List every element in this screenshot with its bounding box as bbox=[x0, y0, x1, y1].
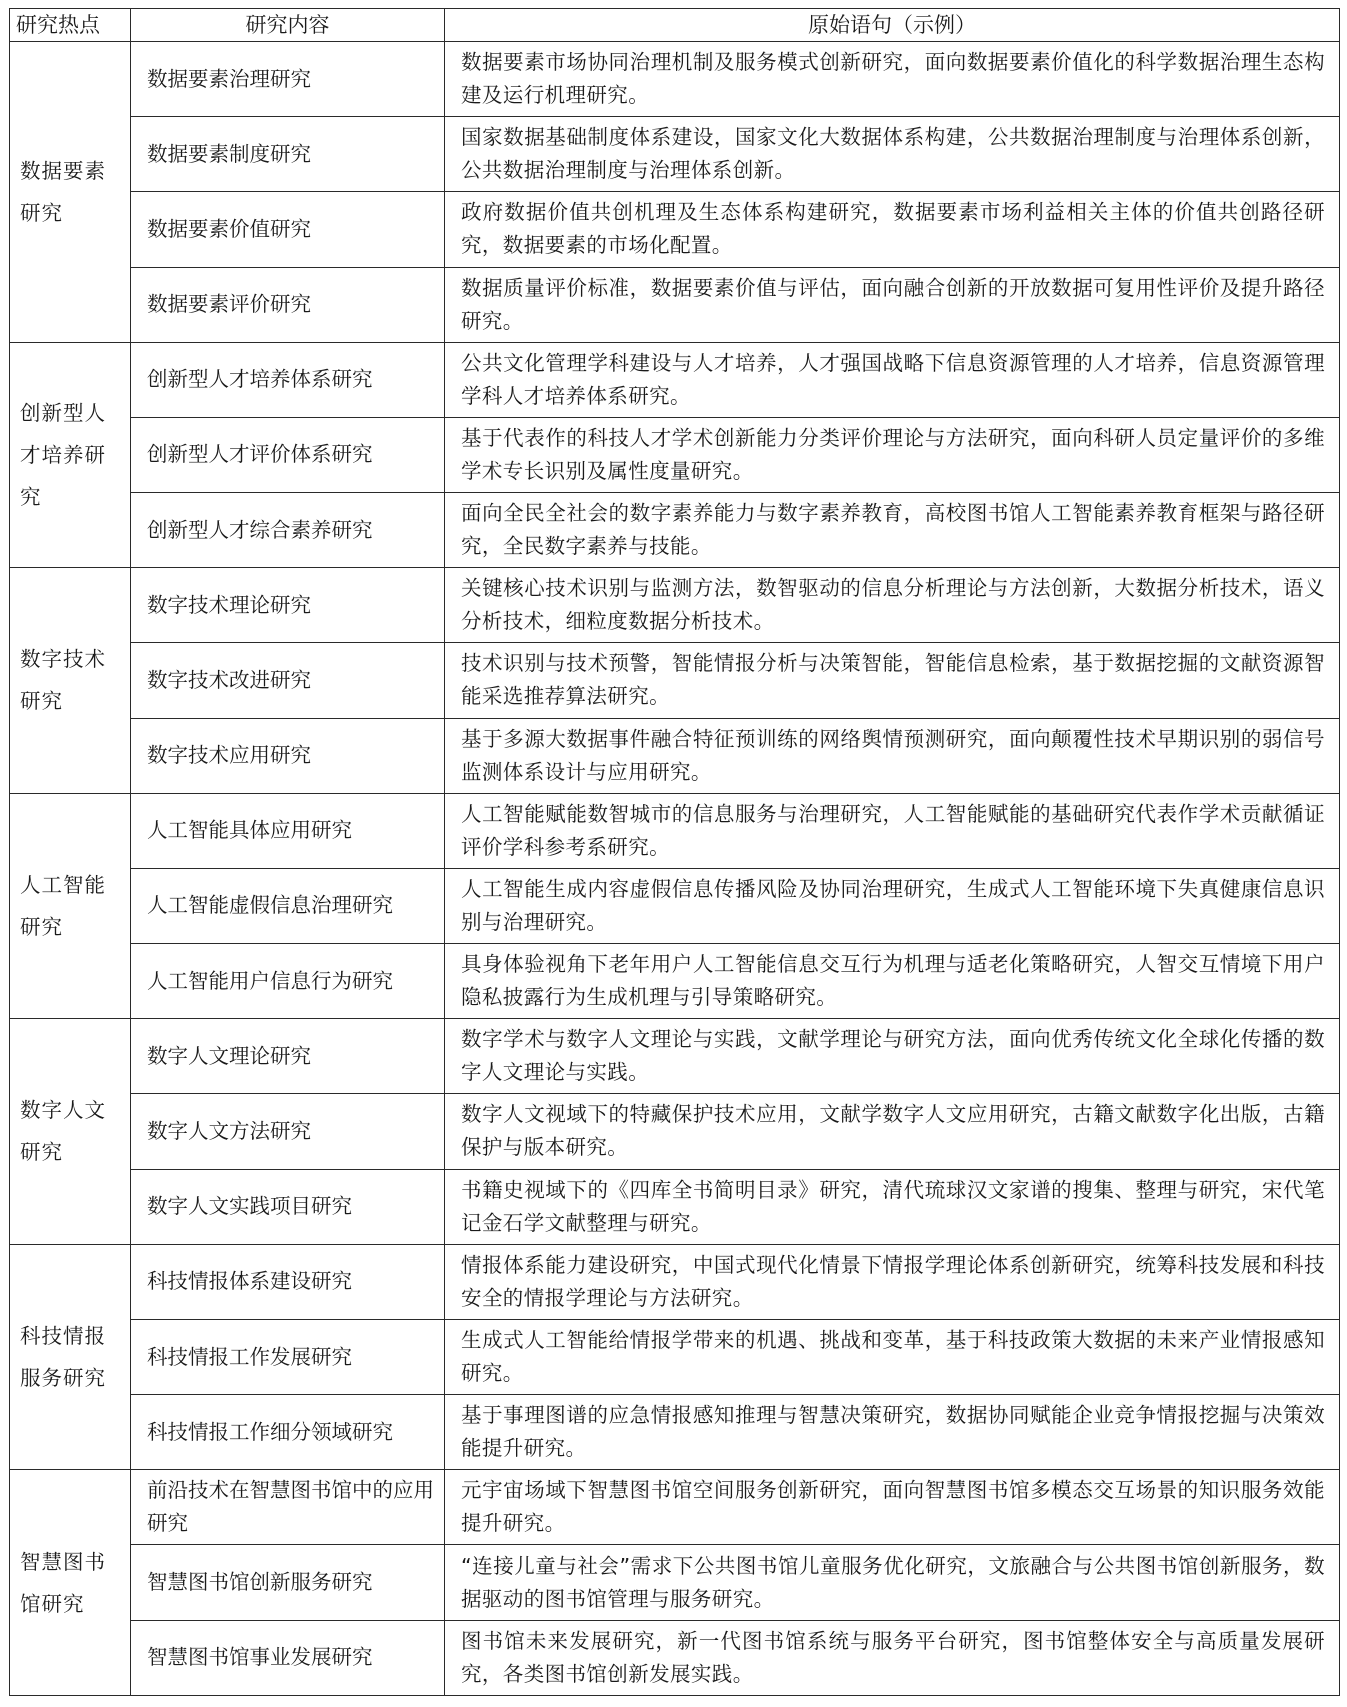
header-hotspot: 研究热点 bbox=[10, 9, 131, 42]
hotspot-cell: 科技情报服务研究 bbox=[10, 1244, 131, 1470]
topic-cell: 科技情报工作发展研究 bbox=[131, 1319, 445, 1394]
table-row bbox=[10, 1019, 1340, 1094]
topic-cell: 前沿技术在智慧图书馆中的应用研究 bbox=[131, 1470, 445, 1545]
header-row bbox=[10, 9, 1340, 42]
topic-cell: 人工智能用户信息行为研究 bbox=[131, 944, 445, 1019]
table-row bbox=[10, 1094, 1340, 1169]
table-row bbox=[10, 117, 1340, 192]
sentence-cell: 基于事理图谱的应急情报感知推理与智慧决策研究，数据协同赋能企业竞争情报挖掘与决策效能提升研究。 bbox=[445, 1395, 1340, 1470]
sentence-cell: 具身体验视角下老年用户人工智能信息交互行为机理与适老化策略研究，人智交互情境下用户隐私披露行为生成机理与引导策略研究。 bbox=[445, 944, 1340, 1019]
topic-cell: 数字技术应用研究 bbox=[131, 718, 445, 793]
topic-cell: 数据要素治理研究 bbox=[131, 42, 445, 117]
sentence-cell: 技术识别与技术预警，智能情报分析与决策智能，智能信息检索，基于数据挖掘的文献资源智能采选推荐算法研究。 bbox=[445, 643, 1340, 718]
hotspot-cell: 智慧图书馆研究 bbox=[10, 1470, 131, 1696]
topic-cell: 数据要素制度研究 bbox=[131, 117, 445, 192]
table-row bbox=[10, 944, 1340, 1019]
table-row bbox=[10, 493, 1340, 568]
table-row bbox=[10, 868, 1340, 943]
topic-cell: 智慧图书馆创新服务研究 bbox=[131, 1545, 445, 1620]
sentence-cell: 基于代表作的科技人才学术创新能力分类评价理论与方法研究，面向科研人员定量评价的多维学术专长识别及属性度量研究。 bbox=[445, 417, 1340, 492]
table-row bbox=[10, 1395, 1340, 1470]
sentence-cell: 数据要素市场协同治理机制及服务模式创新研究，面向数据要素价值化的科学数据治理生态构建及运行机理研究。 bbox=[445, 42, 1340, 117]
table-row bbox=[10, 1470, 1340, 1545]
table-row bbox=[10, 568, 1340, 643]
topic-cell: 创新型人才培养体系研究 bbox=[131, 342, 445, 417]
table-row bbox=[10, 417, 1340, 492]
table-row bbox=[10, 718, 1340, 793]
topic-cell: 人工智能具体应用研究 bbox=[131, 793, 445, 868]
table-row bbox=[10, 42, 1340, 117]
sentence-cell: 政府数据价值共创机理及生态体系构建研究，数据要素市场利益相关主体的价值共创路径研究，数据要素的市场化配置。 bbox=[445, 192, 1340, 267]
sentence-cell: 人工智能赋能数智城市的信息服务与治理研究，人工智能赋能的基础研究代表作学术贡献循证评价学科参考系研究。 bbox=[445, 793, 1340, 868]
topic-cell: 数据要素评价研究 bbox=[131, 267, 445, 342]
sentence-cell: 数据质量评价标准，数据要素价值与评估，面向融合创新的开放数据可复用性评价及提升路径研究。 bbox=[445, 267, 1340, 342]
table-row bbox=[10, 192, 1340, 267]
topic-cell: 数字人文实践项目研究 bbox=[131, 1169, 445, 1244]
sentence-cell: 关键核心技术识别与监测方法，数智驱动的信息分析理论与方法创新，大数据分析技术，语义分析技术，细粒度数据分析技术。 bbox=[445, 568, 1340, 643]
topic-cell: 数字人文理论研究 bbox=[131, 1019, 445, 1094]
table-row bbox=[10, 643, 1340, 718]
table-row bbox=[10, 1244, 1340, 1319]
sentence-cell: 数字学术与数字人文理论与实践，文献学理论与研究方法，面向优秀传统文化全球化传播的数字人文理论与实践。 bbox=[445, 1019, 1340, 1094]
sentence-cell: 国家数据基础制度体系建设，国家文化大数据体系构建，公共数据治理制度与治理体系创新，公共数据治理制度与治理体系创新。 bbox=[445, 117, 1340, 192]
topic-cell: 数字技术改进研究 bbox=[131, 643, 445, 718]
sentence-cell: 图书馆未来发展研究，新一代图书馆系统与服务平台研究，图书馆整体安全与高质量发展研究，各类图书馆创新发展实践。 bbox=[445, 1620, 1340, 1695]
sentence-cell: 公共文化管理学科建设与人才培养，人才强国战略下信息资源管理的人才培养，信息资源管理学科人才培养体系研究。 bbox=[445, 342, 1340, 417]
table-row bbox=[10, 267, 1340, 342]
sentence-cell: 面向全民全社会的数字素养能力与数字素养教育，高校图书馆人工智能素养教育框架与路径研究，全民数字素养与技能。 bbox=[445, 493, 1340, 568]
topic-cell: 数据要素价值研究 bbox=[131, 192, 445, 267]
research-hotspot-table bbox=[9, 8, 1340, 1696]
topic-cell: 智慧图书馆事业发展研究 bbox=[131, 1620, 445, 1695]
table-row bbox=[10, 342, 1340, 417]
table-row bbox=[10, 1319, 1340, 1394]
sentence-cell: 情报体系能力建设研究，中国式现代化情景下情报学理论体系创新研究，统筹科技发展和科技安全的情报学理论与方法研究。 bbox=[445, 1244, 1340, 1319]
hotspot-cell: 数字人文研究 bbox=[10, 1019, 131, 1245]
sentence-cell: 生成式人工智能给情报学带来的机遇、挑战和变革，基于科技政策大数据的未来产业情报感知研究。 bbox=[445, 1319, 1340, 1394]
header-content: 研究内容 bbox=[131, 9, 445, 42]
table-row bbox=[10, 793, 1340, 868]
hotspot-cell: 创新型人才培养研究 bbox=[10, 342, 131, 568]
table-row bbox=[10, 1169, 1340, 1244]
topic-cell: 科技情报体系建设研究 bbox=[131, 1244, 445, 1319]
topic-cell: 创新型人才综合素养研究 bbox=[131, 493, 445, 568]
hotspot-cell: 数字技术研究 bbox=[10, 568, 131, 794]
header-sentence: 原始语句（示例） bbox=[445, 9, 1340, 42]
table-row bbox=[10, 1620, 1340, 1695]
sentence-cell: 元宇宙场域下智慧图书馆空间服务创新研究，面向智慧图书馆多模态交互场景的知识服务效能提升研究。 bbox=[445, 1470, 1340, 1545]
topic-cell: 创新型人才评价体系研究 bbox=[131, 417, 445, 492]
sentence-cell: 人工智能生成内容虚假信息传播风险及协同治理研究，生成式人工智能环境下失真健康信息识别与治理研究。 bbox=[445, 868, 1340, 943]
topic-cell: 数字人文方法研究 bbox=[131, 1094, 445, 1169]
sentence-cell: 基于多源大数据事件融合特征预训练的网络舆情预测研究，面向颠覆性技术早期识别的弱信号监测体系设计与应用研究。 bbox=[445, 718, 1340, 793]
table-row bbox=[10, 1545, 1340, 1620]
hotspot-cell: 人工智能研究 bbox=[10, 793, 131, 1019]
sentence-cell: 书籍史视域下的《四库全书简明目录》研究，清代琉球汉文家谱的搜集、整理与研究，宋代笔记金石学文献整理与研究。 bbox=[445, 1169, 1340, 1244]
topic-cell: 数字技术理论研究 bbox=[131, 568, 445, 643]
sentence-cell: 数字人文视域下的特藏保护技术应用，文献学数字人文应用研究，古籍文献数字化出版，古籍保护与版本研究。 bbox=[445, 1094, 1340, 1169]
sentence-cell: “连接儿童与社会”需求下公共图书馆儿童服务优化研究，文旅融合与公共图书馆创新服务，数据驱动的图书馆管理与服务研究。 bbox=[445, 1545, 1340, 1620]
hotspot-cell: 数据要素研究 bbox=[10, 42, 131, 343]
topic-cell: 科技情报工作细分领域研究 bbox=[131, 1395, 445, 1470]
topic-cell: 人工智能虚假信息治理研究 bbox=[131, 868, 445, 943]
